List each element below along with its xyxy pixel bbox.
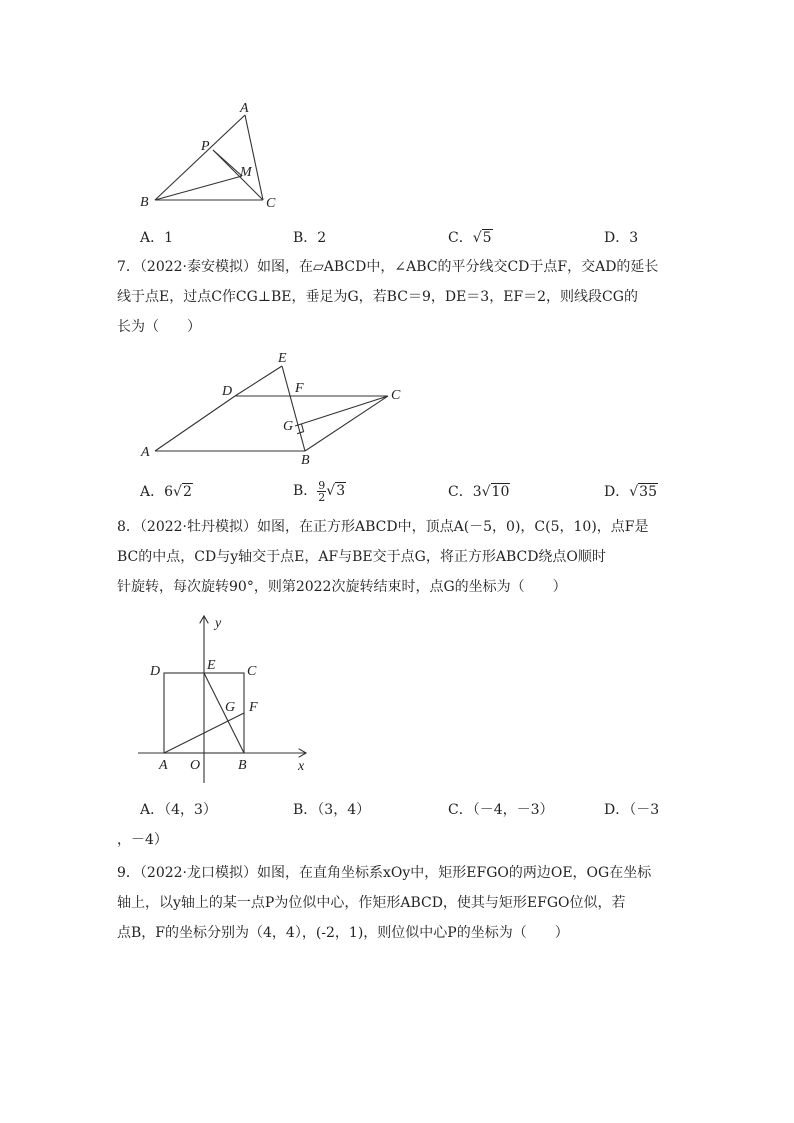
label-f: F bbox=[295, 381, 304, 396]
label-c: C bbox=[247, 664, 257, 679]
q8-option-d-continued: ，－4） bbox=[117, 832, 168, 848]
radicand: 5 bbox=[482, 230, 492, 246]
radical-sign: √ bbox=[173, 484, 182, 500]
q9-line-2: 轴上，以y轴上的某一点P为位似中心，作矩形ABCD，使其与矩形EFGO位似，若 bbox=[117, 895, 626, 911]
segment-cb bbox=[305, 396, 388, 451]
segment-eb bbox=[204, 673, 244, 753]
denominator: 2 bbox=[318, 490, 326, 504]
q7-option-c[interactable] bbox=[448, 482, 510, 502]
segment-pm bbox=[213, 150, 242, 176]
sqrt bbox=[629, 482, 658, 502]
sqrt bbox=[482, 482, 511, 502]
q6-option-a[interactable]: A．1 bbox=[140, 230, 174, 246]
q8-option-c[interactable]: C．（－4，－3） bbox=[448, 802, 554, 818]
q7-option-d[interactable] bbox=[604, 482, 658, 502]
label-g: G bbox=[225, 700, 236, 715]
radicand: 2 bbox=[182, 484, 192, 500]
label-d: D bbox=[222, 384, 233, 399]
sqrt bbox=[173, 482, 193, 502]
label-y: y bbox=[215, 616, 222, 631]
q8-option-a[interactable]: A．（4，3） bbox=[140, 802, 217, 818]
numerator: 9 bbox=[318, 478, 326, 492]
q8-option-b[interactable]: B．（3，4） bbox=[293, 802, 371, 818]
q6-option-d[interactable]: D．3 bbox=[604, 230, 639, 246]
fraction bbox=[317, 480, 326, 503]
label-g: G bbox=[283, 419, 294, 434]
label-c: C bbox=[266, 196, 276, 211]
label-b: B bbox=[140, 195, 149, 210]
q6-option-c[interactable] bbox=[448, 228, 493, 248]
q6-option-b[interactable]: B．2 bbox=[293, 230, 327, 246]
label-a: A bbox=[159, 758, 168, 773]
q8-line-1: 8．（2022·牡丹模拟）如图，在正方形ABCD中，顶点A(－5，0)，C(5，10)，点F是 bbox=[117, 519, 649, 535]
q7-option-b[interactable] bbox=[293, 476, 346, 506]
segment-eb bbox=[282, 366, 305, 451]
label-m: M bbox=[240, 165, 252, 180]
radical-sign: √ bbox=[629, 484, 639, 500]
label-d: D bbox=[150, 664, 161, 679]
radicand: 3 bbox=[336, 483, 346, 499]
radical-sign: √ bbox=[472, 230, 482, 246]
q9-line-3: 点B，F的坐标分别为（4，4），(-2，1)，则位似中心P的坐标为（ ） bbox=[117, 925, 569, 941]
label-x: x bbox=[298, 759, 305, 774]
radicand: 10 bbox=[491, 484, 510, 500]
q8-line-2: BC的中点，CD与y轴交于点E，AF与BE交于点G，将正方形ABCD绕点O顺时 bbox=[117, 549, 606, 565]
label-f: F bbox=[249, 700, 258, 715]
radicand: 35 bbox=[639, 484, 657, 500]
label-e: E bbox=[278, 351, 287, 366]
segment-de bbox=[235, 366, 282, 396]
segment-gc bbox=[295, 396, 388, 426]
label-a: A bbox=[240, 101, 249, 116]
q7-option-a[interactable] bbox=[140, 482, 193, 502]
q8-option-d[interactable]: D．（－3 bbox=[604, 802, 660, 818]
q7-line-2: 线于点E，过点C作CG⊥BE，垂足为G，若BC＝9，DE＝3，EF＝2，则线段CG的 bbox=[117, 289, 638, 305]
q6-option-c-prefix: C． bbox=[448, 230, 473, 246]
q8-line-3: 针旋转，每次旋转90°，则第2022次旋转结束时，点G的坐标为（ ） bbox=[117, 579, 567, 595]
label-a: A bbox=[141, 445, 150, 460]
q7-option-b-prefix: B． bbox=[293, 483, 318, 499]
q8-text bbox=[117, 512, 677, 602]
label-b: B bbox=[301, 453, 310, 466]
q8-figure bbox=[130, 605, 320, 785]
sqrt bbox=[473, 228, 493, 248]
q7-line-1: 7．（2022·泰安模拟）如图，在▱ABCD中，∠ABC的平分线交CD于点F，交AD的延长 bbox=[117, 259, 659, 275]
radical-sign: √ bbox=[481, 484, 491, 500]
label-p: P bbox=[201, 139, 210, 154]
q7-option-a-prefix: A．6 bbox=[140, 484, 174, 500]
q7-option-c-prefix: C．3 bbox=[448, 484, 482, 500]
radical-sign: √ bbox=[326, 483, 336, 499]
segment-pc bbox=[213, 150, 263, 200]
label-o: O bbox=[190, 758, 201, 773]
q7-figure bbox=[135, 348, 410, 466]
q7-text bbox=[117, 252, 677, 342]
q7-line-3: 长为（ ） bbox=[117, 319, 201, 335]
label-e: E bbox=[207, 658, 216, 673]
label-b: B bbox=[238, 758, 247, 773]
segment-ad bbox=[155, 396, 235, 451]
q7-option-d-prefix: D． bbox=[604, 484, 630, 500]
q6-figure bbox=[130, 100, 290, 215]
segment-ac bbox=[245, 115, 263, 200]
label-c: C bbox=[391, 388, 401, 403]
sqrt bbox=[326, 476, 346, 506]
q9-line-1: 9．（2022·龙口模拟）如图，在直角坐标系xOy中，矩形EFGO的两边OE，OG在坐标 bbox=[117, 865, 652, 881]
q9-text bbox=[117, 858, 677, 948]
